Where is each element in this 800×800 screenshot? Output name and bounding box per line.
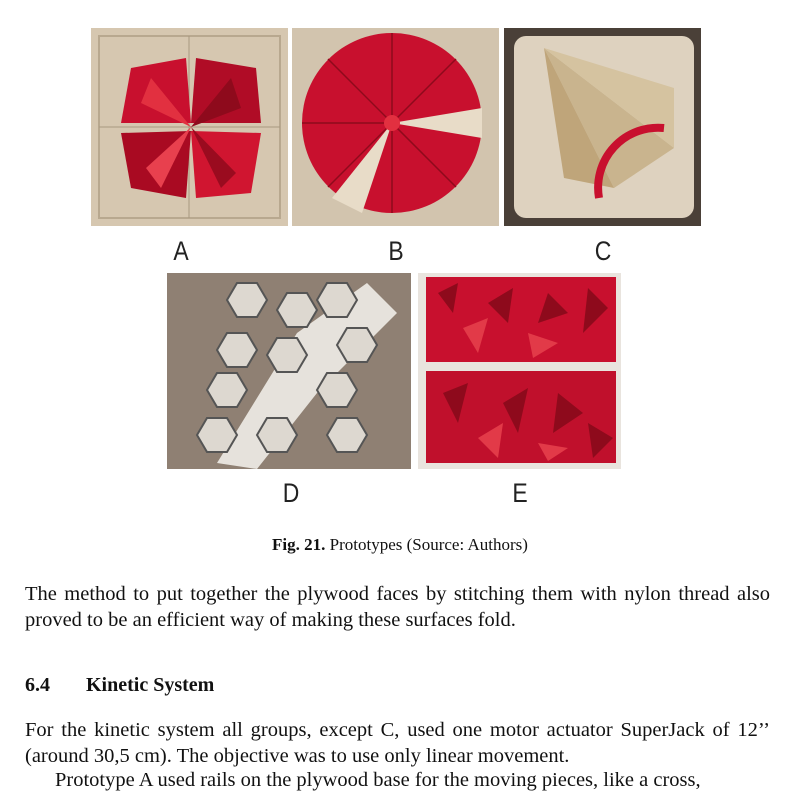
- figure-number: Fig. 21.: [272, 535, 326, 554]
- photo-prototype-c: [504, 28, 701, 226]
- panel-label-d: D: [282, 478, 300, 508]
- panel-label-e: E: [512, 478, 528, 508]
- panel-label-b: B: [388, 236, 404, 266]
- section-heading: [25, 674, 214, 697]
- figure-caption: [0, 535, 800, 555]
- panel-label-c: C: [594, 236, 612, 266]
- section-title: Kinetic System: [86, 674, 215, 696]
- photo-prototype-d: [167, 273, 411, 469]
- paragraph-kinetic-system: For the kinetic system all groups, except C, used one motor actuator SuperJack of 12’’ (around 30,5 cm). The objective was to use only linear movement.: [25, 719, 770, 767]
- paragraph-stitching: The method to put together the plywood faces by stitching them with nylon thread also proved to be an efficient way of making these surfaces fold.: [25, 583, 770, 631]
- section-number: 6.4: [25, 674, 50, 696]
- photo-prototype-e: [418, 273, 621, 469]
- paragraph-prototype-a: Prototype A used rails on the plywood base for the moving pieces, like a cross,: [55, 769, 701, 791]
- photo-prototype-a: [91, 28, 288, 226]
- panel-label-a: A: [173, 236, 189, 266]
- photo-prototype-b: [292, 28, 499, 226]
- figure-caption-text: Prototypes (Source: Authors): [325, 535, 528, 554]
